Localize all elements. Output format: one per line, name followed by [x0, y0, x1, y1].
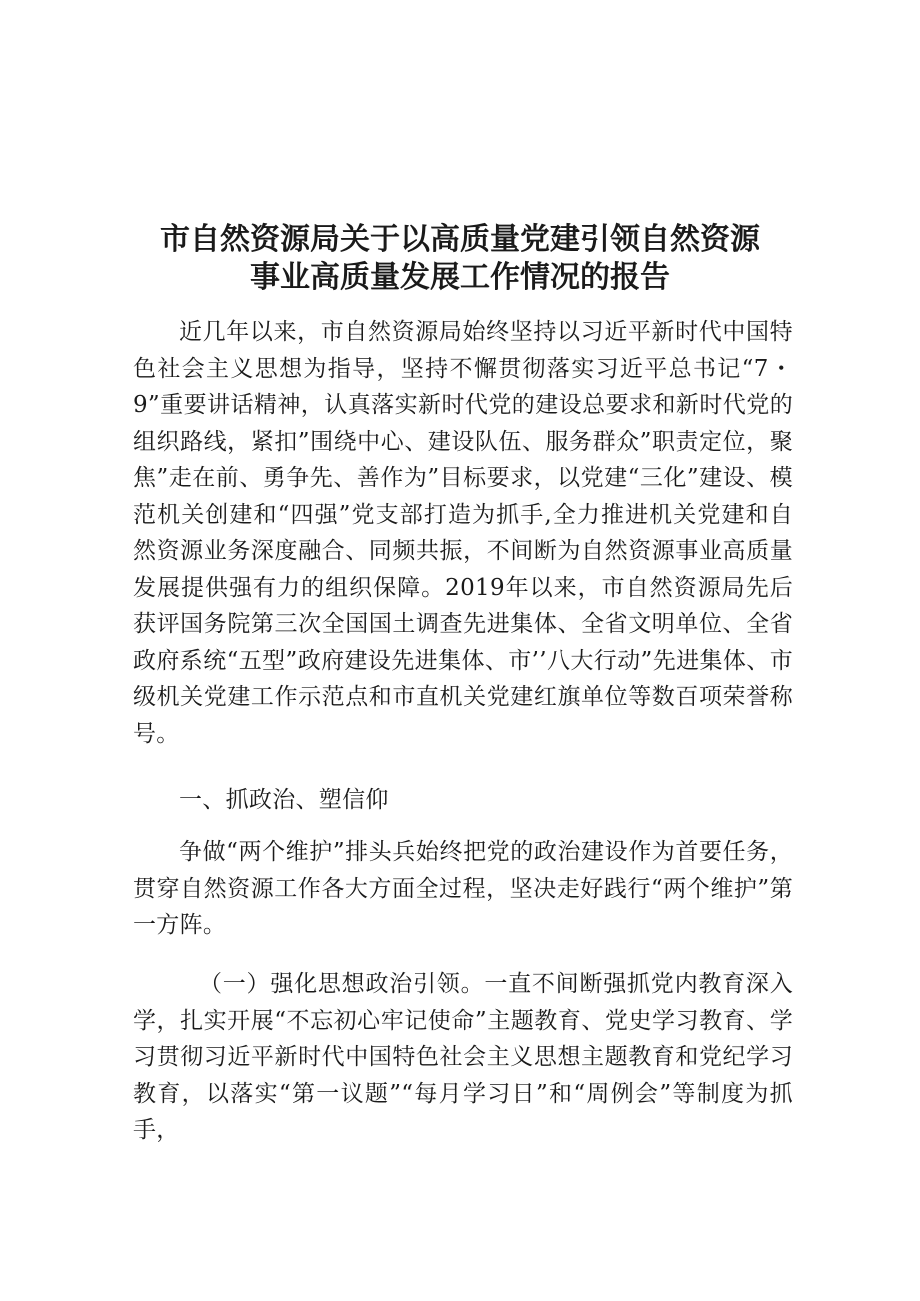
subsection-paragraph: （一）强化思想政治引领。一直不间断强抓党内教育深入学，扎实开展“不忘初心牢记使命”主题教育、党史学习教育、学习贯彻习近平新时代中国特色社会主义思想主题教育和党纪学习教育，以落实“第一议题”“每月学习日”和“周例会”等制度为抓手， [133, 971, 793, 1143]
section-heading: 一、抓政治、塑信仰 [179, 787, 389, 813]
report-title-line-2: 事业高质量发展工作情况的报告 [250, 260, 670, 295]
section-task-paragraph: 争做“两个维护”排头兵始终把党的政治建设作为首要任务，贯穿自然资源工作各大方面全过程，坚决走好践行“两个维护”第一方阵。 [133, 839, 793, 938]
intro-paragraph: 近几年以来，市自然资源局始终坚持以习近平新时代中国特色社会主义思想为指导，坚持不懈贯彻落实习近平总书记“7・9”重要讲话精神，认真落实新时代党的建设总要求和新时代党的组织路线，紧扣”围绕中心、建设队伍、服务群众”职责定位，聚焦”走在前、勇争先、善作为”目标要求，以党建“三化”建设、模范机关创建和“四强”党支部打造为抓手,全力推进机关党建和自然资源业务深度融合、同频共振，不间断为自然资源事业高质量发展提供强有力的组织保障。2019年以来，市自然资源局先后获评国务院第三次全国国土调查先进集体、全省文明单位、全省政府系统“五型”政府建设先进集体、市’’八大行动”先进集体、市级机关党建工作示范点和市直机关党建红旗单位等数百项荣誉称号。 [133, 319, 793, 747]
report-title-line-1: 市自然资源局关于以高质量党建引领自然资源 [160, 222, 760, 257]
